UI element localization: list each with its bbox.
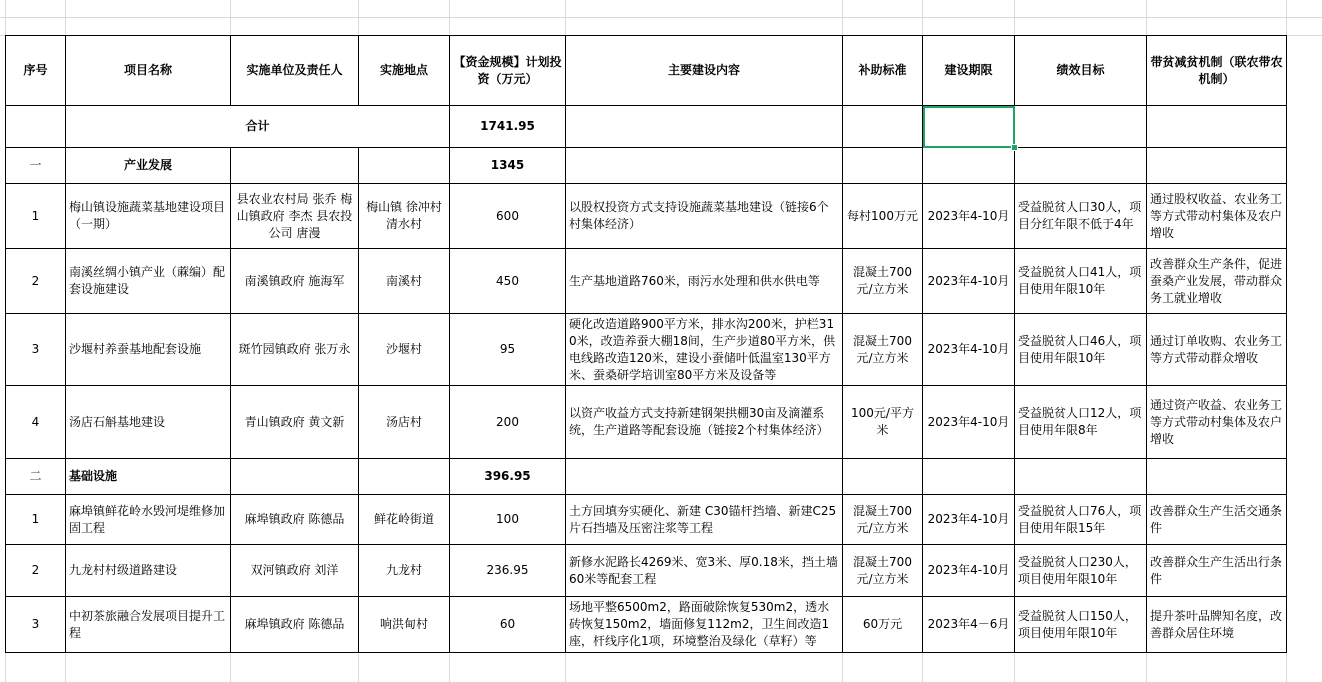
total-fund[interactable]: 1741.95	[450, 106, 566, 148]
total-subsidy-cell[interactable]	[843, 106, 923, 148]
row-content[interactable]: 生产基地道路760米，雨污水处理和供水供电等	[566, 249, 843, 314]
section-name[interactable]: 产业发展	[66, 148, 231, 184]
row-target[interactable]: 受益脱贫人口30人，项目分红年限不低于4年	[1015, 184, 1147, 249]
row-name[interactable]: 汤店石斛基地建设	[66, 386, 231, 459]
row-content[interactable]: 新修水泥路长4269米、宽3米、厚0.18米，挡土墙60米等配套工程	[566, 545, 843, 597]
row-mechanism[interactable]: 改善群众生产生活交通条件	[1147, 495, 1287, 545]
row-fund[interactable]: 60	[450, 597, 566, 653]
header-name[interactable]: 项目名称	[66, 36, 231, 106]
section-seq[interactable]: 一	[6, 148, 66, 184]
row-name[interactable]: 九龙村村级道路建设	[66, 545, 231, 597]
total-seq-cell[interactable]	[6, 106, 66, 148]
row-seq[interactable]: 2	[6, 545, 66, 597]
section-fund[interactable]: 1345	[450, 148, 566, 184]
row-subsidy[interactable]: 100元/平方米	[843, 386, 923, 459]
row-unit[interactable]: 斑竹园镇政府 张万永	[231, 314, 359, 386]
empty-cell[interactable]	[231, 148, 359, 184]
selection-fill-handle[interactable]	[1011, 144, 1018, 151]
row-fund[interactable]: 200	[450, 386, 566, 459]
row-target[interactable]: 受益脱贫人口41人，项目使用年限10年	[1015, 249, 1147, 314]
empty-cell[interactable]	[1015, 148, 1147, 184]
header-fund[interactable]: 【资金规模】计划投资（万元）	[450, 36, 566, 106]
header-location[interactable]: 实施地点	[359, 36, 450, 106]
row-name[interactable]: 中初茶旅融合发展项目提升工程	[66, 597, 231, 653]
row-seq[interactable]: 3	[6, 314, 66, 386]
empty-cell[interactable]	[923, 459, 1015, 495]
row-content[interactable]: 场地平整6500m2，路面破除恢复530m2，透水砖恢复150m2，墙面修复112m2，卫生间改造1座，杆线序化1项，环境整治及绿化（草籽）等	[566, 597, 843, 653]
empty-cell[interactable]	[359, 148, 450, 184]
row-location[interactable]: 鲜花岭街道	[359, 495, 450, 545]
row-content[interactable]: 以股权投资方式支持设施蔬菜基地建设（链接6个村集体经济）	[566, 184, 843, 249]
empty-cell[interactable]	[843, 148, 923, 184]
section-name[interactable]: 基础设施	[66, 459, 231, 495]
empty-cell[interactable]	[231, 459, 359, 495]
empty-cell[interactable]	[843, 459, 923, 495]
row-seq[interactable]: 3	[6, 597, 66, 653]
header-target[interactable]: 绩效目标	[1015, 36, 1147, 106]
header-period[interactable]: 建设期限	[923, 36, 1015, 106]
row-seq[interactable]: 1	[6, 495, 66, 545]
header-seq[interactable]: 序号	[6, 36, 66, 106]
table-row	[6, 249, 1287, 314]
empty-cell[interactable]	[1147, 148, 1287, 184]
table-row	[6, 184, 1287, 249]
row-unit[interactable]: 南溪镇政府 施海军	[231, 249, 359, 314]
row-fund[interactable]: 95	[450, 314, 566, 386]
header-row	[6, 36, 1287, 106]
row-mechanism[interactable]: 改善群众生产生活出行条件	[1147, 545, 1287, 597]
row-subsidy[interactable]: 混凝土700元/立方米	[843, 249, 923, 314]
row-fund[interactable]: 100	[450, 495, 566, 545]
row-location[interactable]: 沙堰村	[359, 314, 450, 386]
row-name[interactable]: 麻埠镇鲜花岭水毁河堤维修加固工程	[66, 495, 231, 545]
row-location[interactable]: 汤店村	[359, 386, 450, 459]
total-target-cell[interactable]	[1015, 106, 1147, 148]
empty-cell[interactable]	[1015, 459, 1147, 495]
row-name[interactable]: 梅山镇设施蔬菜基地建设项目（一期）	[66, 184, 231, 249]
row-name[interactable]: 沙堰村养蚕基地配套设施	[66, 314, 231, 386]
row-unit[interactable]: 青山镇政府 黄文新	[231, 386, 359, 459]
row-unit[interactable]: 县农业农村局 张乔 梅山镇政府 李杰 县农投公司 唐漫	[231, 184, 359, 249]
section-seq[interactable]: 二	[6, 459, 66, 495]
empty-cell[interactable]	[923, 148, 1015, 184]
row-period[interactable]: 2023年4-10月	[923, 495, 1015, 545]
header-unit[interactable]: 实施单位及责任人	[231, 36, 359, 106]
row-fund[interactable]: 450	[450, 249, 566, 314]
row-mechanism[interactable]: 提升茶叶品牌知名度，改善群众居住环境	[1147, 597, 1287, 653]
row-target[interactable]: 受益脱贫人口230人，项目使用年限10年	[1015, 545, 1147, 597]
row-subsidy[interactable]: 混凝土700元/立方米	[843, 545, 923, 597]
table-row	[6, 314, 1287, 386]
row-mechanism[interactable]: 通过股权收益、农业务工等方式带动村集体及农户增收	[1147, 184, 1287, 249]
row-period[interactable]: 2023年4-10月	[923, 386, 1015, 459]
empty-cell[interactable]	[566, 148, 843, 184]
row-target[interactable]: 受益脱贫人口76人，项目使用年限15年	[1015, 495, 1147, 545]
section-fund[interactable]: 396.95	[450, 459, 566, 495]
row-location[interactable]: 南溪村	[359, 249, 450, 314]
row-period[interactable]: 2023年4-10月	[923, 545, 1015, 597]
empty-cell[interactable]	[1147, 459, 1287, 495]
row-location[interactable]: 九龙村	[359, 545, 450, 597]
row-fund[interactable]: 600	[450, 184, 566, 249]
row-content[interactable]: 硬化改造道路900平方米，排水沟200米，护栏310米，改造养蚕大棚18间，生产步道80平方米，供电线路改造120米，建设小蚕储叶低温室130平方米、蚕桑研学培训室80平方米及设备等	[566, 314, 843, 386]
row-unit[interactable]: 麻埠镇政府 陈德品	[231, 597, 359, 653]
total-content-cell[interactable]	[566, 106, 843, 148]
row-subsidy[interactable]: 混凝土700元/立方米	[843, 495, 923, 545]
row-fund[interactable]: 236.95	[450, 545, 566, 597]
row-subsidy[interactable]: 每村100万元	[843, 184, 923, 249]
spreadsheet-table	[5, 35, 1287, 653]
row-content[interactable]: 以资产收益方式支持新建钢架拱棚30亩及滴灌系统，生产道路等配套设施（链接2个村集体经济）	[566, 386, 843, 459]
table-row	[6, 495, 1287, 545]
header-subsidy[interactable]: 补助标准	[843, 36, 923, 106]
row-location[interactable]: 梅山镇 徐冲村 清水村	[359, 184, 450, 249]
table-row	[6, 545, 1287, 597]
total-label[interactable]: 合计	[66, 106, 450, 148]
row-unit[interactable]: 双河镇政府 刘洋	[231, 545, 359, 597]
row-unit[interactable]: 麻埠镇政府 陈德品	[231, 495, 359, 545]
row-seq[interactable]: 1	[6, 184, 66, 249]
row-name[interactable]: 南溪丝绸小镇产业（蔴编）配套设施建设	[66, 249, 231, 314]
row-content[interactable]: 土方回填夯实硬化、新建 C30锚杆挡墙、新建C25片石挡墙及压密注浆等工程	[566, 495, 843, 545]
total-mechanism-cell[interactable]	[1147, 106, 1287, 148]
row-location[interactable]: 响洪甸村	[359, 597, 450, 653]
total-row	[6, 106, 1287, 148]
row-period[interactable]: 2023年4－6月	[923, 597, 1015, 653]
header-content[interactable]: 主要建设内容	[566, 36, 843, 106]
selected-cell[interactable]	[923, 106, 1015, 148]
row-target[interactable]: 受益脱贫人口46人，项目使用年限10年	[1015, 314, 1147, 386]
row-mechanism[interactable]: 改善群众生产条件，促进蚕桑产业发展，带动群众务工就业增收	[1147, 249, 1287, 314]
table-row	[6, 386, 1287, 459]
row-period[interactable]: 2023年4-10月	[923, 249, 1015, 314]
row-mechanism[interactable]: 通过订单收购、农业务工等方式带动群众增收	[1147, 314, 1287, 386]
row-period[interactable]: 2023年4-10月	[923, 314, 1015, 386]
row-period[interactable]: 2023年4-10月	[923, 184, 1015, 249]
row-seq[interactable]: 2	[6, 249, 66, 314]
row-seq[interactable]: 4	[6, 386, 66, 459]
section-row	[6, 148, 1287, 184]
row-target[interactable]: 受益脱贫人口150人，项目使用年限10年	[1015, 597, 1147, 653]
empty-cell[interactable]	[566, 459, 843, 495]
row-subsidy[interactable]: 混凝土700元/立方米	[843, 314, 923, 386]
row-target[interactable]: 受益脱贫人口12人，项目使用年限8年	[1015, 386, 1147, 459]
table-row	[6, 597, 1287, 653]
header-mechanism[interactable]: 带贫减贫机制（联农带农机制）	[1147, 36, 1287, 106]
empty-cell[interactable]	[359, 459, 450, 495]
section-row	[6, 459, 1287, 495]
row-subsidy[interactable]: 60万元	[843, 597, 923, 653]
row-mechanism[interactable]: 通过资产收益、农业务工等方式带动村集体及农户增收	[1147, 386, 1287, 459]
